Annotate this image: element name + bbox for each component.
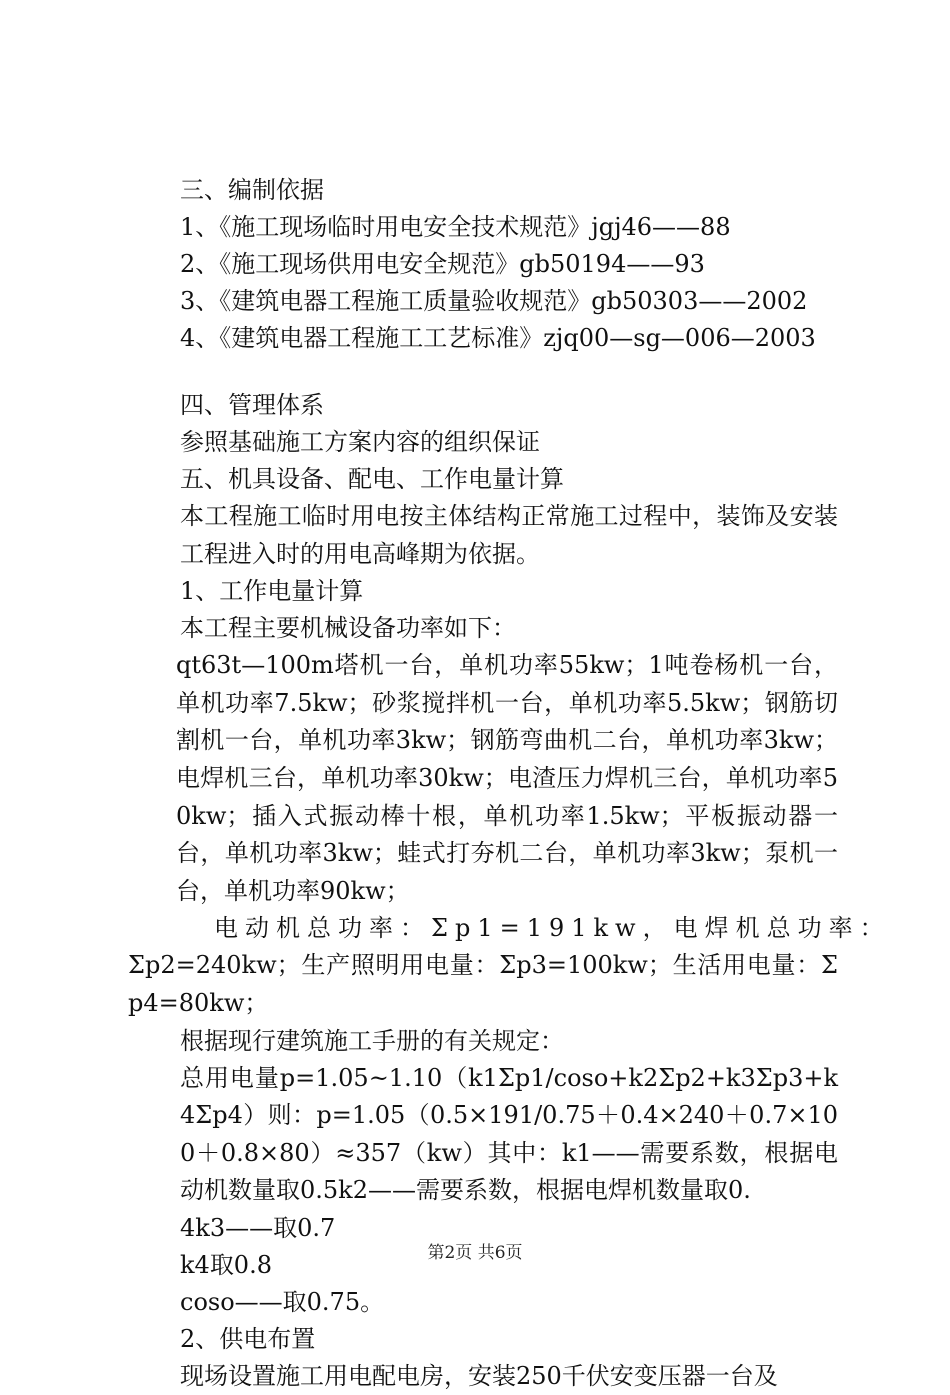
page-footer: 第2页 共6页 — [427, 1243, 523, 1263]
section3-heading: 三、编制依据 — [180, 176, 324, 204]
section5-intro: 本工程施工临时用电按主体结构正常施工过程中，装饰及安装工程进入时的用电高峰期为依据。 — [180, 502, 838, 568]
k3-value: 4k3——取0.7 — [180, 1213, 336, 1242]
reference-item-1: 1、《施工现场临时用电安全技术规范》jgj46——88 — [180, 213, 731, 241]
equipment-list: qt63t—100m塔机一台，单机功率55kw；1吨卷杨机一台，单机功率7.5kw；砂浆搅拌机一台，单机功率5.5kw；钢筋切割机一台，单机功率3kw；钢筋弯曲机二台，单机功率3kw；电焊机三台，单机功率30kw；电渣压力焊机三台，单机功率50kw；插入式振动棒十根，单机功率1.5kw；平板振动器一台，单机功率3kw；蛙式打夯机二台，单机功率3kw；泵机一台，单机功率90kw； — [176, 651, 838, 905]
reference-item-2: 2、《施工现场供用电安全规范》gb50194——93 — [180, 250, 705, 278]
k4-value: k4取0.8 — [180, 1250, 272, 1279]
section4-heading: 四、管理体系 — [180, 391, 324, 419]
reference-item-4: 4、《建筑电器工程施工工艺标准》zjq00—sg—006—2003 — [180, 324, 816, 352]
regulation-text: 根据现行建筑施工手册的有关规定： — [180, 1026, 564, 1055]
formula-text: 总用电量p=1.05~1.10（k1Σp1/coso+k2Σp2+k3Σp3+k4Σp4）则：p=1.05（0.5×191/0.75＋0.4×240＋0.7×100＋0.8×80）≈357（kw）其中：k1——需要系数，根据电动机数量取0.5k2——需要系数，根据电焊机数量取0. — [180, 1063, 838, 1205]
equipment-intro: 本工程主要机械设备功率如下： — [180, 614, 516, 643]
power-summary-first: 电动机总功率：Σp1=191kw，电焊机总功率： — [214, 914, 891, 943]
sub1-heading: 1、工作电量计算 — [180, 577, 364, 606]
reference-item-3: 3、《建筑电器工程施工质量验收规范》gb50303——2002 — [180, 287, 808, 315]
supply-text: 现场设置施工用电配电房，安装250千伏安变压器一台及 — [180, 1361, 778, 1390]
coso-value: coso——取0.75。 — [180, 1287, 385, 1316]
section4-text: 参照基础施工方案内容的组织保证 — [180, 428, 540, 456]
section-gap — [128, 357, 838, 387]
sub2-heading: 2、供电布置 — [180, 1324, 316, 1353]
power-summary-rest: Σp2=240kw；生产照明用电量：Σp3=100kw；生活用电量：Σp4=80kw； — [128, 951, 838, 1017]
section5-heading: 五、机具设备、配电、工作电量计算 — [180, 465, 564, 493]
page-content — [128, 172, 891, 1395]
